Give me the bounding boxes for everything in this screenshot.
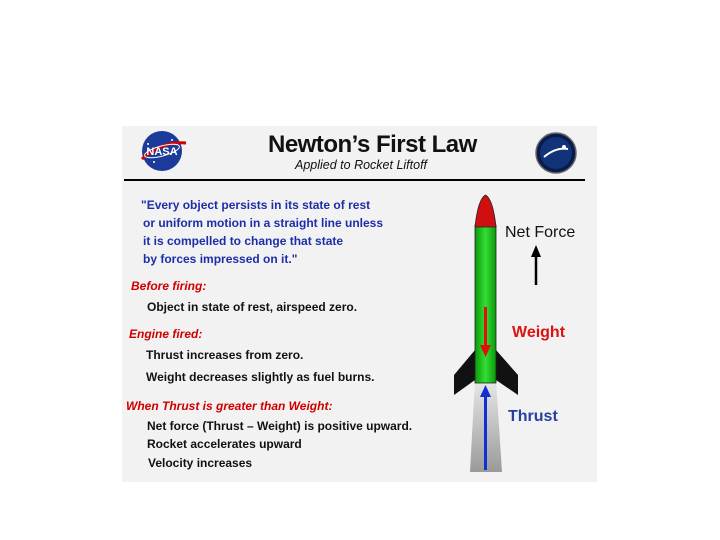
net-force-label: Net Force: [505, 224, 576, 241]
quote-line: "Every object persists in its state of rest: [141, 198, 371, 212]
right-fin: [496, 350, 518, 395]
quote-line: it is compelled to change that state: [143, 234, 344, 248]
nose-cone: [475, 195, 496, 227]
section-line: Weight decreases slightly as fuel burns.: [146, 370, 375, 384]
rocket-body: [475, 225, 496, 383]
nasa-logo: [138, 129, 190, 173]
spacecraft-emblem-icon: [534, 131, 578, 175]
thrust-label: Thrust: [508, 408, 558, 425]
section-heading: When Thrust is greater than Weight:: [126, 399, 333, 413]
page-title: Newton’s First Law: [268, 131, 477, 158]
section-line: Object in state of rest, airspeed zero.: [147, 300, 358, 314]
title-divider: [124, 179, 585, 181]
section-heading: Before firing:: [131, 279, 207, 293]
section-line: Velocity increases: [148, 456, 253, 470]
left-fin: [454, 350, 475, 395]
section-line: Rocket accelerates upward: [147, 437, 302, 451]
page-subtitle: Applied to Rocket Liftoff: [295, 158, 428, 172]
section-line: Thrust increases from zero.: [146, 348, 304, 362]
quote-line: by forces impressed on it.": [143, 252, 298, 266]
section-line: Net force (Thrust – Weight) is positive upward.: [147, 419, 413, 433]
section-heading: Engine fired:: [129, 327, 203, 341]
weight-label: Weight: [512, 324, 566, 341]
svg-text:NASA: NASA: [146, 146, 178, 158]
quote-line: or uniform motion in a straight line unless: [143, 216, 384, 230]
net-force-arrow-head: [531, 245, 541, 257]
